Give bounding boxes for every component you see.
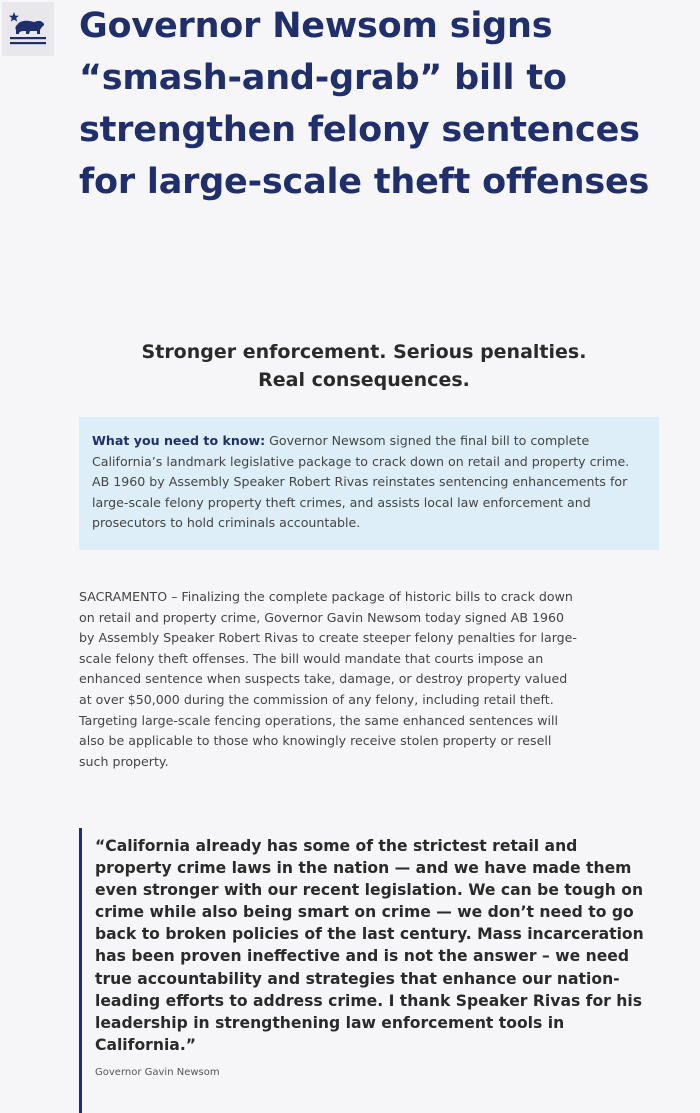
pull-quote (79, 828, 659, 1113)
callout-text: Governor Newsom signed the final bill to complete California’s landmark legislative package to crack down on retail and property crime. AB 1960 by Assembly Speaker Robert Rivas reinstates sentencing enhancements for large-scale felony property theft crimes, and assists local law enforcement and prosecutors to hold criminals accountable. (92, 433, 630, 531)
what-you-need-to-know-box (79, 417, 659, 550)
quote-text: “California already has some of the strictest retail and property crime laws in the nation — and we have made them even stronger with our recent legislation. We can be tough on crime while also being smart on crime — we don’t need to go back to broken policies of the last century. Mass incarceration has been proven ineffective and is not the answer – we need true accountability and strategies that enhance our nation-leading efforts to address crime. I thank Speaker Rivas for his leadership in strengthening law enforcement tools in California.” (95, 837, 644, 1054)
subheadline-line-1: Stronger enforcement. Serious penalties. (141, 341, 587, 363)
subheadline-line-2: Real consequences. (258, 369, 470, 391)
california-bear-icon (8, 9, 48, 49)
callout-label: What you need to know: (92, 433, 266, 448)
california-bear-logo[interactable] (2, 2, 54, 56)
subheadline (79, 338, 649, 394)
page-title: Governor Newsom signs “smash-and-grab” bill to strengthen felony sentences for large-scale theft offenses (79, 6, 650, 202)
body-paragraph: SACRAMENTO – Finalizing the complete package of historic bills to crack down on retail and property crime, Governor Gavin Newsom today signed AB 1960 by Assembly Speaker Robert Rivas to create steeper felony penalties for large-scale felony theft offenses. The bill would mandate that courts impose an enhanced sentence when suspects take, damage, or destroy property valued at over $50,000 during the commission of any felony, including retail theft. Targeting large-scale fencing operations, the same enhanced sentences will also be applicable to those who knowingly receive stolen property or resell such property. (79, 589, 577, 769)
quote-attribution: Governor Gavin Newsom (95, 1066, 220, 1078)
